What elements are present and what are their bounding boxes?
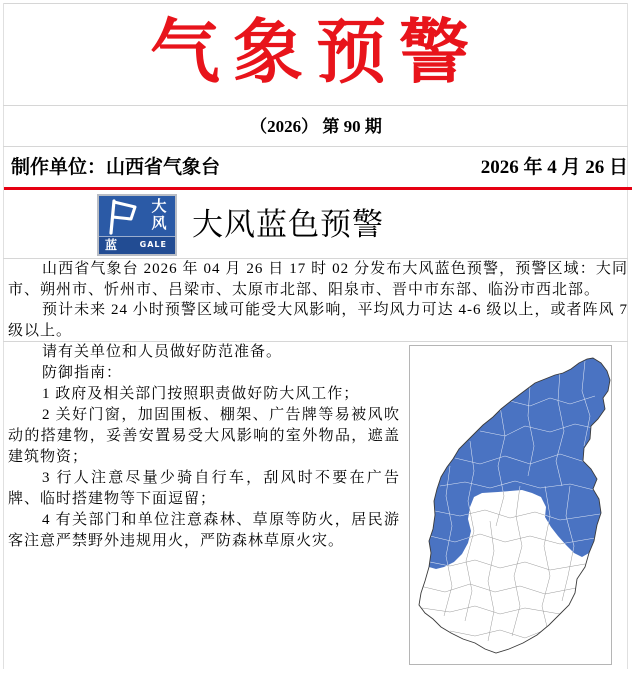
producer-unit: 制作单位：山西省气象台 [11,157,221,178]
issue-date: 2026 年 4 月 26 日 [480,157,628,178]
warning-paragraph: 预计未来 24 小时预警区域可能受大风影响，平均风力可达 4-6 级以上，或者阵风 7 级以上。 [8,302,628,339]
divider [3,146,628,147]
icon-chars [146,198,172,232]
guidance-item: 3 行人注意尽量少骑自行车，刮风时不要在广告牌、临时搭建物等下面逗留； [8,470,400,507]
defense-guidance [8,342,400,552]
guidance-heading: 防御指南： [42,365,123,381]
guidance-item: 4 有关部门和单位注意森林、草原等防火，居民游客注意严禁野外违规用火，严防森林草原火灾。 [8,512,400,549]
guidance-item: 2 关好门窗，加固围板、棚架、广告牌等易被风吹动的搭建物，妥善安置易受大风影响的室外物品，遮盖建筑物资； [8,407,400,465]
red-rule [4,187,632,190]
bulletin-title: 气象预警 [150,15,482,92]
guidance-item: 1 政府及相关部门按照职责做好防大风工作； [42,386,360,402]
warning-title: 大风蓝色预警 [192,207,384,242]
icon-label-en: GALE [139,240,167,249]
guidance-intro: 请有关单位和人员做好防范准备。 [42,344,283,360]
gale-warning-icon [97,194,177,256]
icon-level-bar [99,236,175,254]
warning-description [8,259,628,341]
icon-char-bottom: 风 [151,214,167,232]
province-map-svg [410,346,611,664]
warning-paragraph: 山西省气象台 2026 年 04 月 26 日 17 时 02 分发布大风蓝色预警，预警区域：大同市、朔州市、忻州市、吕梁市、太原市北部、阳泉市、晋中市东部、临汾市西北部。 [8,261,628,298]
gale-windsock-icon [104,198,140,236]
icon-level: 蓝 [105,238,118,252]
issue-number: （2026） 第 90 期 [250,117,382,136]
icon-char-top: 大 [151,197,167,215]
divider [3,105,628,106]
frame-left-line [3,3,4,669]
frame-top-line [3,3,628,4]
warning-area-map [409,345,612,665]
